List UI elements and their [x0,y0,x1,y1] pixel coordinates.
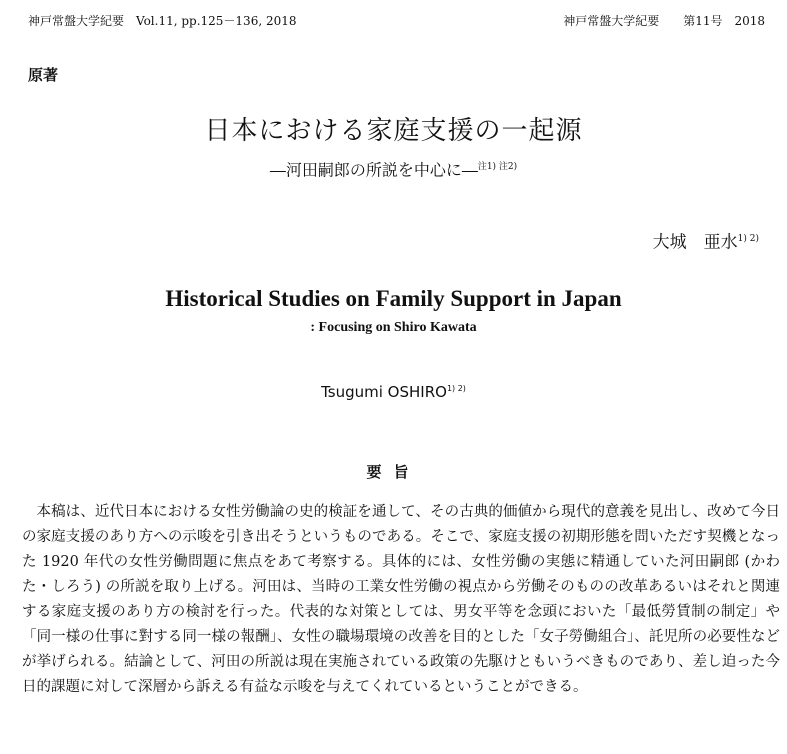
running-header [28,12,765,30]
abstract-body: 本稿は、近代日本における女性労働論の史的検証を通して、その古典的価値から現代的意義を見出し、改めて今日の家庭支援のあり方への示唆を引き出そうというものである。そこで、家庭支援の初期形態を問いただす契機となった 1920 年代の女性労働問題に焦点をあて考察する。具体的には、女性労働の実態に精通していた河田嗣郎 (かわた・しろう) の所説を取り上げる。河田は、当時の工業女性労働の視点から労働そのものの改革あるいはそれと関連する家庭支援のあり方の検討を行った。代表的な対策としては、男女平等を念頭においた「最低勞賃制の制定」や「同一様の仕事に對する同一様の報酬」、女性の職場環境の改善を目的とした「女子勞働組合」、託児所の必要性などが挙げられる。結論として、河田の所説は現在実施されている政策の先駆けともいうべきものであり、差し迫った今日的課題に対して深層から訴える有益な示唆を与えてくれているということができる。 [22,504,780,695]
journal-citation: 神戸常盤大学紀要 Vol.11, pp.125－136, 2018 [28,14,297,28]
article-type-label: 原著 [28,66,59,84]
english-author-affiliation-markers: 1) 2) [446,384,466,393]
english-title: Historical Studies on Family Support in Japan [165,286,622,311]
japanese-author [653,227,759,255]
english-author [0,378,787,403]
english-author-name: Tsugumi OSHIRO [321,383,447,401]
english-subtitle: : Focusing on Shiro Kawata [310,320,477,335]
japanese-author-name: 大城 亜水 [652,232,738,253]
abstract-heading: 要旨 [366,463,421,481]
japanese-author-affiliation-markers: 1) 2) [737,234,759,244]
japanese-subtitle [0,155,787,182]
japanese-subtitle-text: ―河田嗣郎の所説を中心に― [269,160,478,180]
japanese-title: 日本における家庭支援の一起源 [204,116,583,146]
subtitle-footnote-markers: 注1) 注2) [477,162,518,172]
journal-issue: 神戸常盤大学紀要 第11号 2018 [563,14,765,28]
